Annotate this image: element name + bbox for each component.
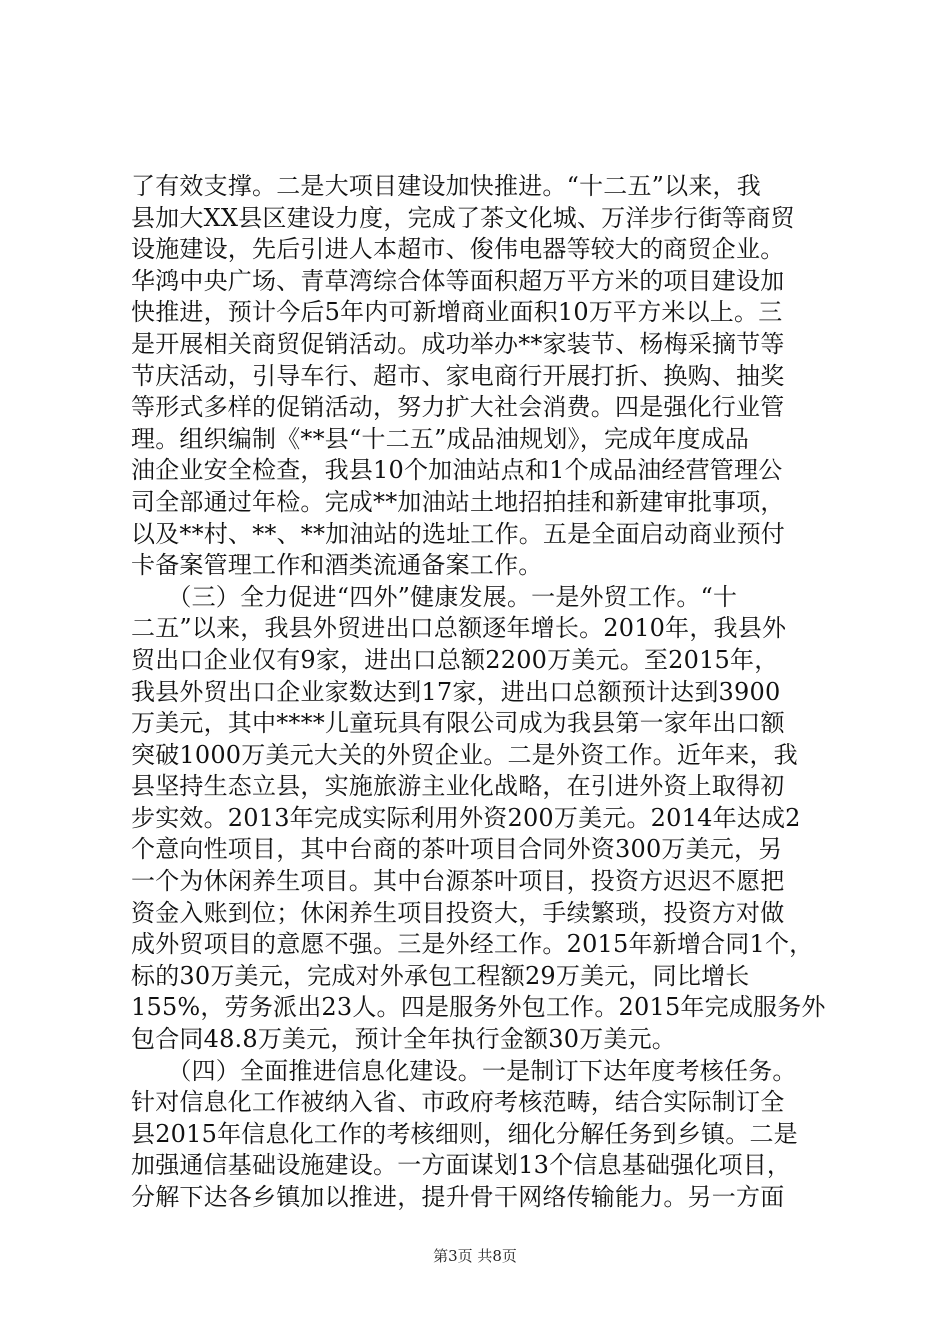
page-footer: 第3页 共8页 xyxy=(433,1247,517,1265)
text-line: 155%，劳务派出23人。四是服务外包工作。2015年完成服务外 xyxy=(131,993,826,1022)
text-line: 个意向性项目，其中台商的茶叶项目合同外资300万美元，另 xyxy=(131,835,783,864)
text-line: 分解下达各乡镇加以推进，提升骨干网络传输能力。另一方面 xyxy=(131,1183,785,1211)
text-line: 县加大XX县区建设力度，完成了茶文化城、万洋步行街等商贸 xyxy=(131,203,795,232)
text-line: 包合同48.8万美元，预计全年执行金额30万美元。 xyxy=(131,1025,676,1054)
text-line: 油企业安全检查，我县10个加油站点和1个成品油经营管理公 xyxy=(131,456,783,485)
text-line: 了有效支撑。二是大项目建设加快推进。“十二五”以来，我 xyxy=(131,172,761,200)
text-line: （四）全面推进信息化建设。一是制订下达年度考核任务。 xyxy=(131,1056,797,1085)
text-line: 万美元，其中****儿童玩具有限公司成为我县第一家年出口额 xyxy=(131,709,785,738)
text-line: 标的30万美元，完成对外承包工程额29万美元，同比增长 xyxy=(131,961,750,990)
text-line: 突破1000万美元大关的外贸企业。二是外资工作。近年来，我 xyxy=(131,740,798,769)
text-line: 节庆活动，引导车行、超市、家电商行开展打折、换购、抽奖 xyxy=(131,361,785,390)
text-line: （三）全力促进“四外”健康发展。一是外贸工作。“十 xyxy=(131,582,738,611)
text-line: 加强通信基础设施建设。一方面谋划13个信息基础强化项目， xyxy=(131,1151,792,1180)
text-line: 是开展相关商贸促销活动。成功举办**家装节、杨梅采摘节等 xyxy=(131,329,785,358)
text-line: 以及**村、**、**加油站的选址工作。五是全面启动商业预付 xyxy=(131,519,785,548)
text-line: 我县外贸出口企业家数达到17家，进出口总额预计达到3900 xyxy=(131,677,781,706)
text-line: 针对信息化工作被纳入省、市政府考核范畴，结合实际制订全 xyxy=(131,1088,785,1117)
text-line: 县2015年信息化工作的考核细则，细化分解任务到乡镇。二是 xyxy=(131,1119,798,1148)
text-line: 设施建设，先后引进人本超市、俊伟电器等较大的商贸企业。 xyxy=(131,235,785,264)
body-text xyxy=(131,171,851,1214)
text-line: 贸出口企业仅有9家，进出口总额2200万美元。至2015年， xyxy=(131,645,779,674)
text-line: 成外贸项目的意愿不强。三是外经工作。2015年新增合同1个， xyxy=(131,930,814,959)
text-line: 步实效。2013年完成实际利用外资200万美元。2014年达成2 xyxy=(131,803,801,832)
text-line: 司全部通过年检。完成**加油站土地招拍挂和新建审批事项， xyxy=(131,487,785,516)
text-line: 县坚持生态立县，实施旅游主业化战略，在引进外资上取得初 xyxy=(131,772,785,801)
text-line: 等形式多样的促销活动，努力扩大社会消费。四是强化行业管 xyxy=(131,393,785,422)
text-line: 一个为休闲养生项目。其中台源茶叶项目，投资方迟迟不愿把 xyxy=(131,867,785,896)
text-line: 快推进，预计今后5年内可新增商业面积10万平方米以上。三 xyxy=(131,298,783,327)
text-line: 理。组织编制《**县“十二五”成品油规划》，完成年度成品 xyxy=(131,424,750,453)
text-line: 二五”以来，我县外贸进出口总额逐年增长。2010年，我县外 xyxy=(131,614,787,643)
text-line: 资金入账到位；休闲养生项目投资大，手续繁琐，投资方对做 xyxy=(131,898,785,927)
text-line: 卡备案管理工作和酒类流通备案工作。 xyxy=(131,551,543,580)
text-line: 华鸿中央广场、青草湾综合体等面积超万平方米的项目建设加 xyxy=(131,266,785,295)
